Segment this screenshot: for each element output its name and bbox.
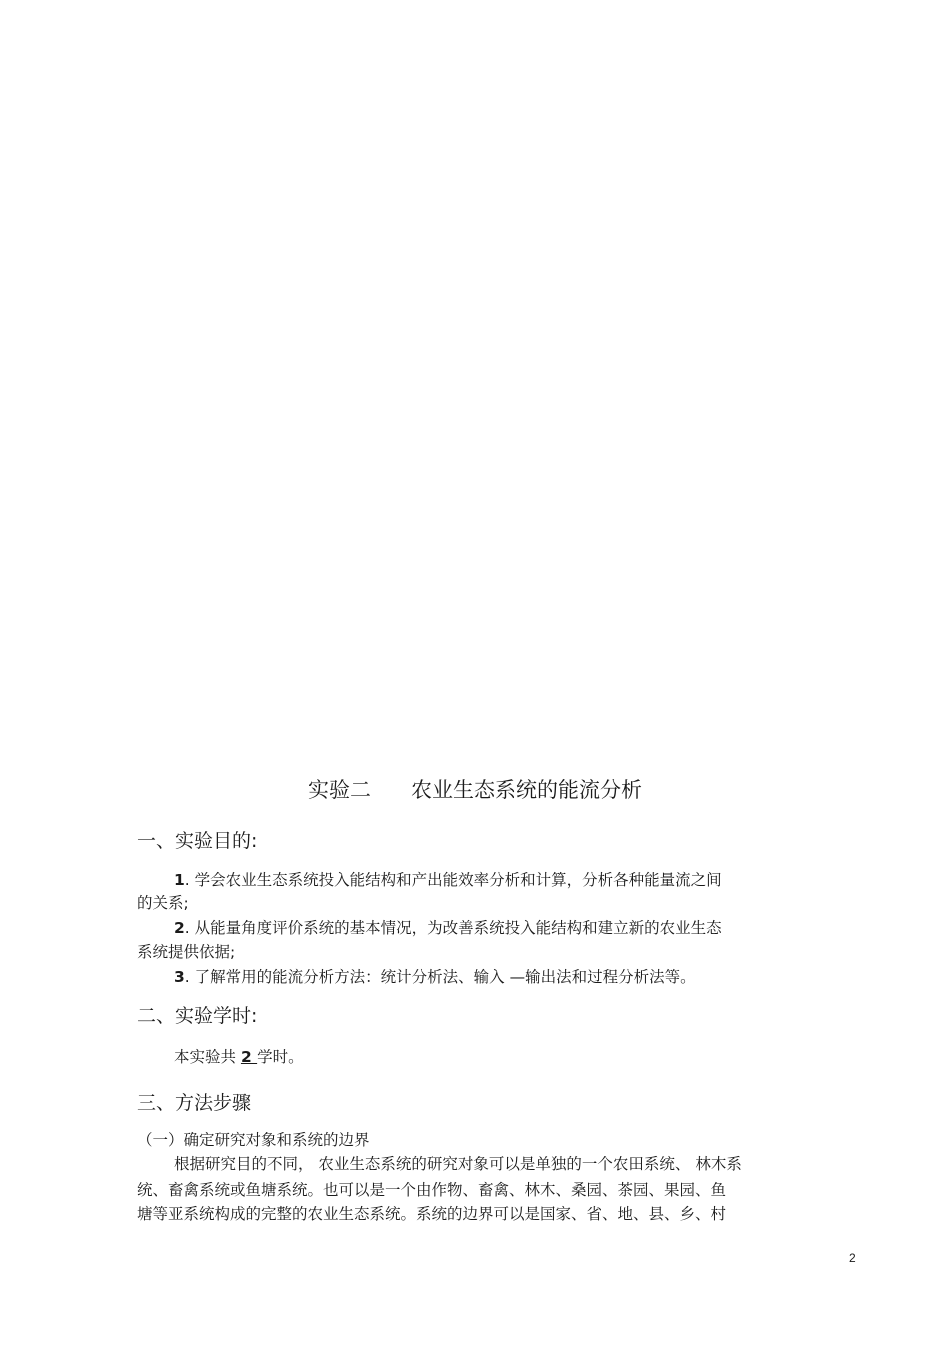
hours-value: 2: [240, 1048, 258, 1066]
objective-number: 1: [174, 871, 185, 889]
objective-text: . 了解常用的能流分析方法：统计分析法、输入 —输出法和过程分析法等。: [184, 968, 696, 986]
objective-text: . 学会农业生态系统投入能结构和产出能效率分析和计算，分析各种能量流之间: [184, 871, 722, 889]
document-title: 实验二 农业生态系统的能流分析: [307, 778, 643, 802]
objective-item-3: [137, 965, 696, 987]
objective-item-2-continued: 系统提供依据;: [137, 943, 236, 961]
hours-suffix: 学时。: [257, 1048, 304, 1066]
page-number: 2: [849, 1251, 856, 1265]
objective-number: 2: [174, 919, 185, 937]
section-heading-methods: 三、方法步骤: [137, 1092, 252, 1114]
subheading-boundary: （一）确定研究对象和系统的边界: [137, 1131, 370, 1149]
paragraph-line-1: 根据研究目的不同， 农业生态系统的研究对象可以是单独的一个农田系统、 林木系: [174, 1155, 742, 1173]
hours-prefix: 本实验共: [174, 1048, 241, 1066]
section-heading-hours: 二、实验学时:: [137, 1005, 258, 1027]
paragraph-line-2: 统、畜禽系统或鱼塘系统。也可以是一个由作物、畜禽、林木、桑园、茶园、果园、鱼: [137, 1181, 727, 1199]
objective-number: 3: [174, 968, 185, 986]
objective-text: . 从能量角度评价系统的基本情况，为改善系统投入能结构和建立新的农业生态: [184, 919, 722, 937]
objective-item-1: [137, 868, 722, 890]
objective-item-2: [137, 916, 722, 938]
paragraph-line-3: 塘等亚系统构成的完整的农业生态系统。系统的边界可以是国家、省、地、县、乡、村: [137, 1205, 727, 1223]
section-heading-objectives: 一、实验目的:: [137, 830, 258, 852]
objective-item-1-continued: 的关系;: [137, 894, 189, 912]
hours-statement: [137, 1045, 304, 1067]
